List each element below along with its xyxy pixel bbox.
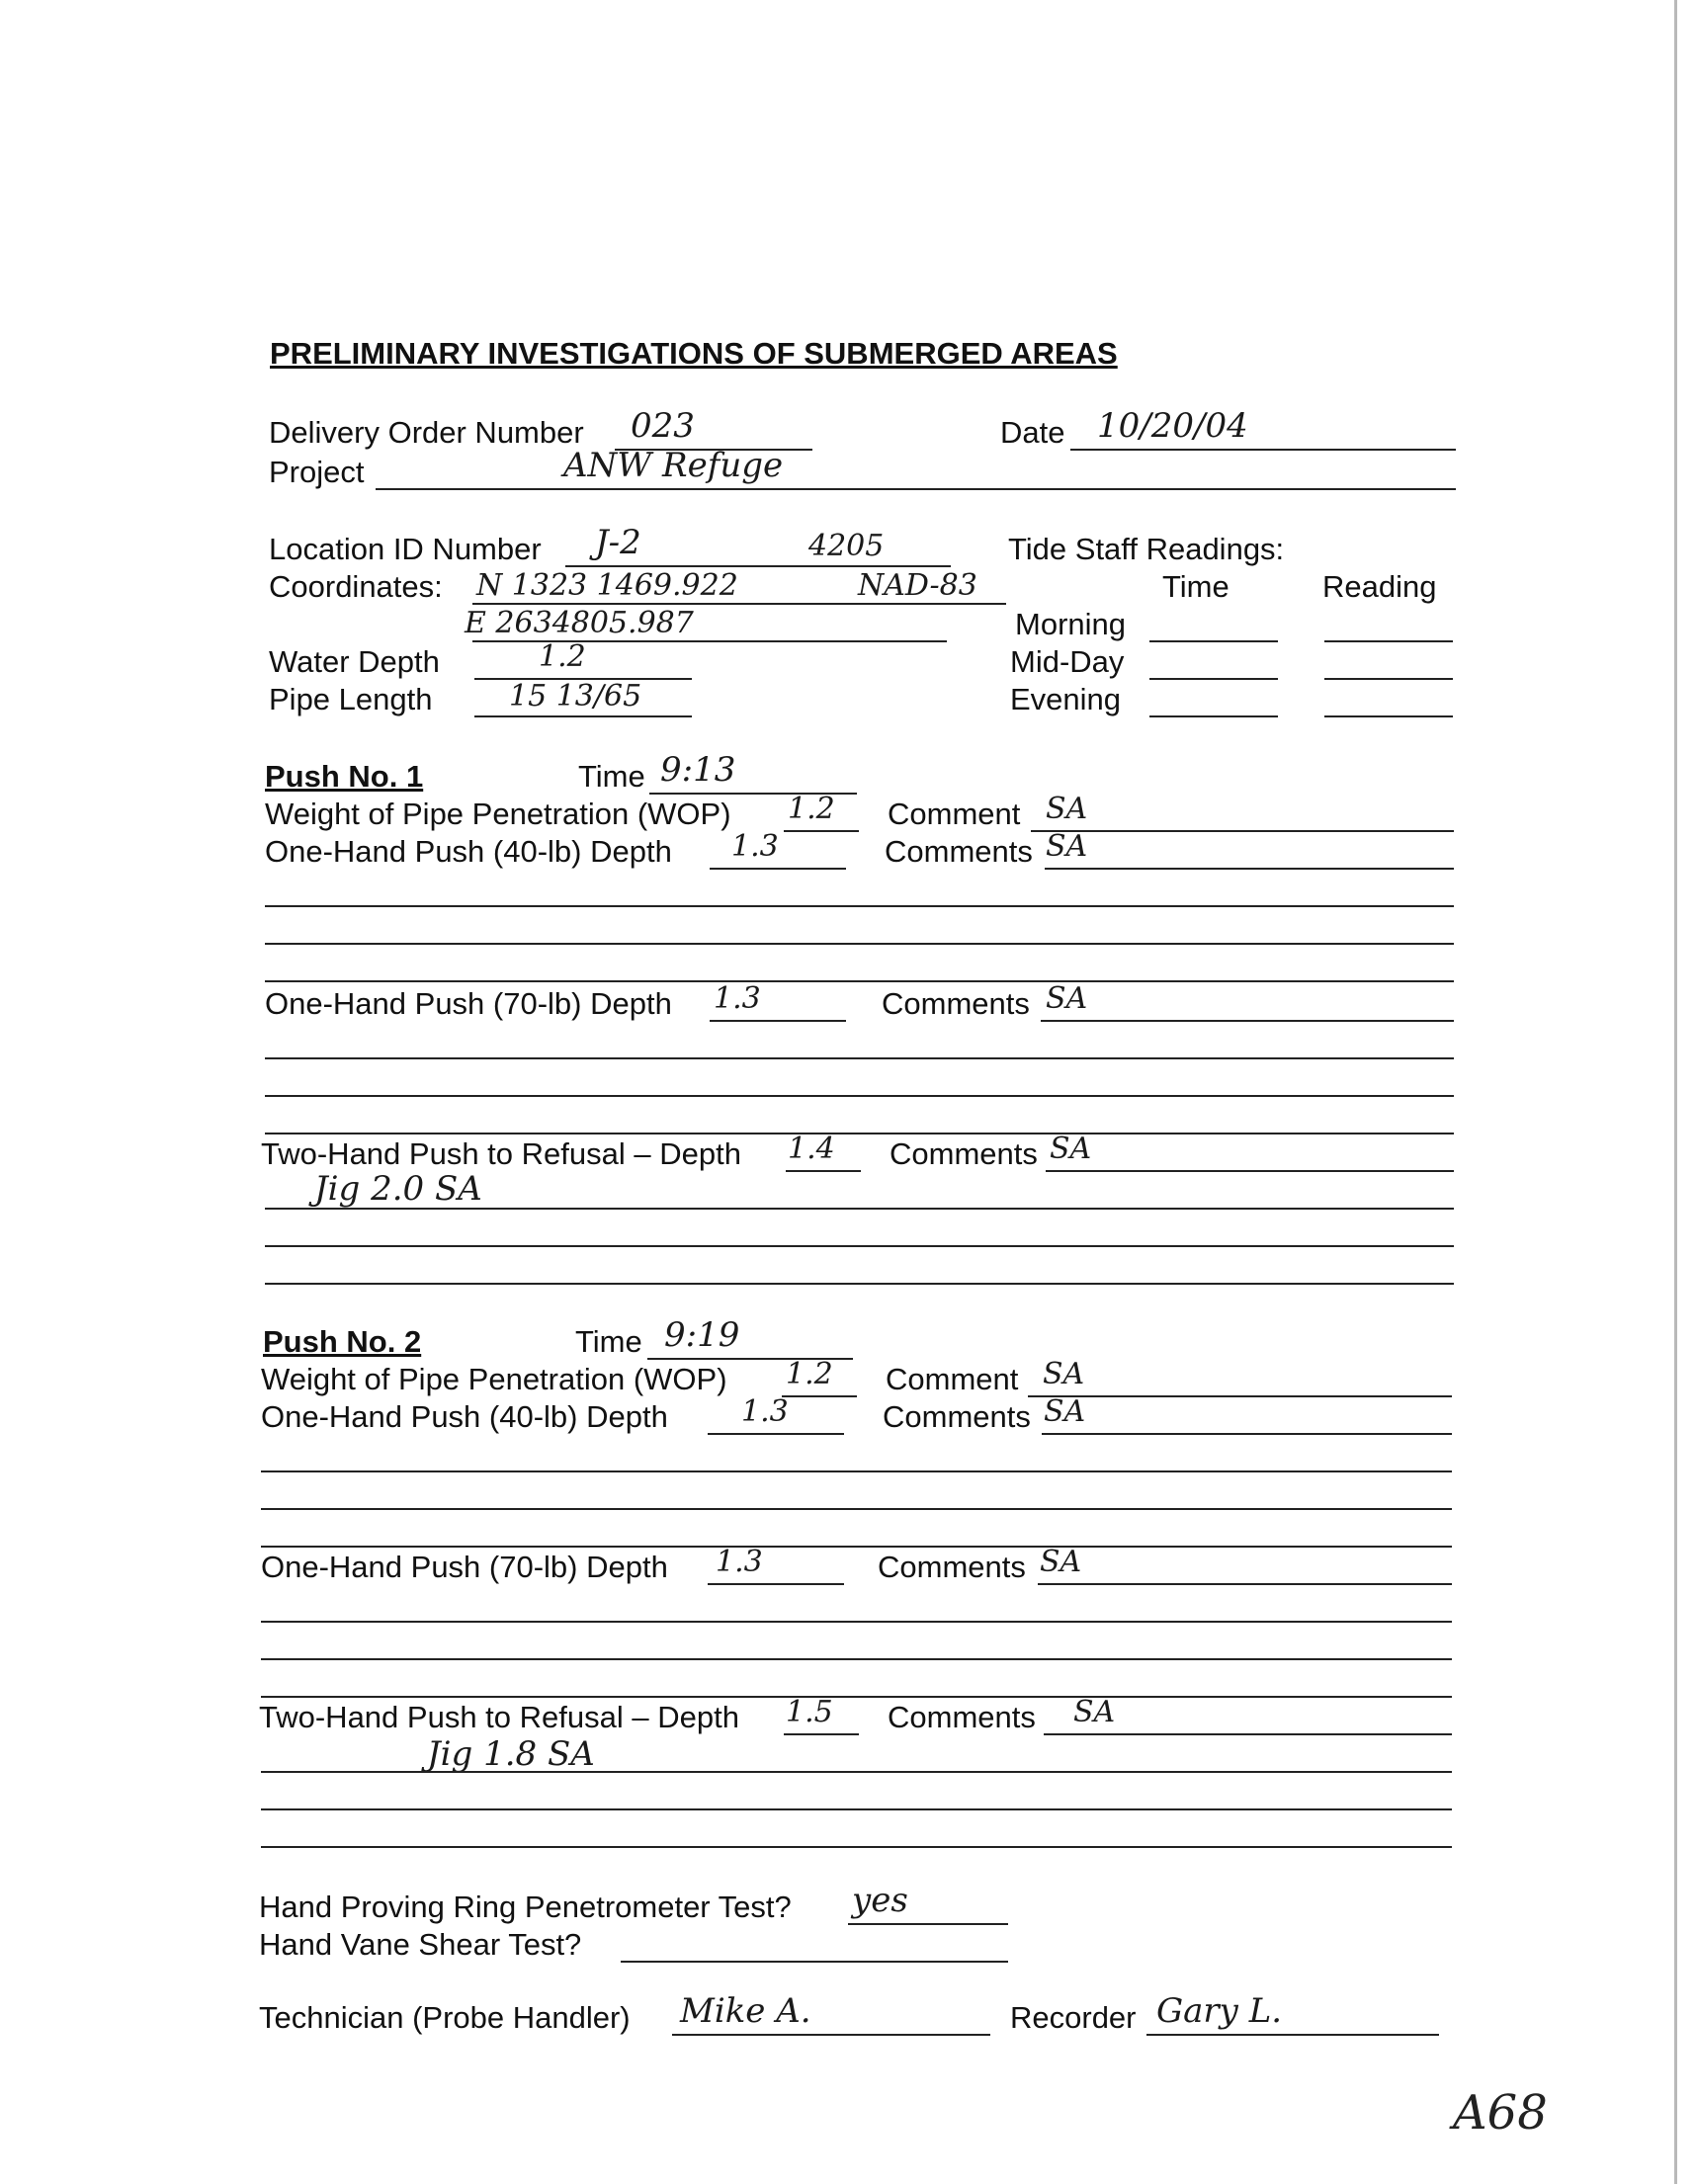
- midday-time-line: [1149, 678, 1278, 680]
- date-value: 10/20/04: [1097, 406, 1248, 446]
- push-1-70lb-line: [710, 1020, 846, 1022]
- push-1-70lb-comments-label: Comments: [882, 986, 1030, 1021]
- push-1-40lb-label: One-Hand Push (40-lb) Depth: [265, 834, 672, 869]
- push-1-two-hand-comments-label: Comments: [890, 1136, 1038, 1171]
- push-1-two-hand-extra-line-1: [265, 1208, 1454, 1210]
- push-1-40lb-extra-line-3: [265, 980, 1454, 982]
- page-id-mark: A68: [1453, 2085, 1548, 2141]
- push-2-70lb-value: 1.3: [716, 1545, 763, 1579]
- tide-time-header: Time: [1162, 569, 1229, 604]
- project-line: [376, 488, 1456, 490]
- push-1-40lb-comments-value: SA: [1046, 829, 1088, 864]
- scan-edge: [1674, 0, 1677, 2184]
- morning-reading-line: [1324, 640, 1453, 642]
- push-1-wop-comment-value: SA: [1046, 792, 1088, 826]
- push-1-70lb-value: 1.3: [714, 981, 761, 1016]
- pipe-length-line: [474, 715, 692, 717]
- push-1-two-hand-line: [786, 1170, 861, 1172]
- push-2-40lb-comments-value: SA: [1044, 1394, 1086, 1429]
- project-label: Project: [269, 455, 365, 489]
- coordinates-datum-value: NAD-83: [858, 568, 977, 603]
- recorder-line: [1146, 2034, 1439, 2036]
- water-depth-value: 1.2: [539, 639, 586, 674]
- push-1-40lb-extra-line-1: [265, 905, 1454, 907]
- form-title: PRELIMINARY INVESTIGATIONS OF SUBMERGED AREAS: [270, 336, 1118, 371]
- push-2-40lb-line: [708, 1433, 844, 1435]
- delivery-order-value: 023: [631, 406, 695, 446]
- push-2-40lb-extra-line-3: [261, 1546, 1452, 1548]
- push-1-two-hand-extra-line-2: [265, 1245, 1454, 1247]
- push-2-time-label: Time: [575, 1324, 642, 1359]
- push-1-wop-line: [784, 830, 859, 832]
- evening-reading-line: [1324, 715, 1453, 717]
- evening-time-line: [1149, 715, 1278, 717]
- coordinates-label: Coordinates:: [269, 569, 443, 604]
- push-1-70lb-comments-line: [1041, 1020, 1454, 1022]
- recorder-signature: Gary L.: [1156, 1991, 1283, 2031]
- tide-staff-label: Tide Staff Readings:: [1008, 532, 1285, 566]
- push-1-70lb-extra-line-1: [265, 1057, 1454, 1059]
- push-2-40lb-comments-label: Comments: [883, 1399, 1031, 1434]
- push-1-jig-note: Jig 2.0 SA: [314, 1169, 482, 1209]
- pipe-length-label: Pipe Length: [269, 682, 433, 716]
- push-2-70lb-comments-line: [1038, 1583, 1452, 1585]
- push-1-two-hand-value: 1.4: [788, 1132, 835, 1166]
- push-2-two-hand-extra-line-1: [261, 1771, 1452, 1773]
- proving-ring-value: yes: [852, 1881, 908, 1920]
- coordinates-east-value: E 2634805.987: [465, 606, 694, 640]
- push-2-wop-comment-value: SA: [1043, 1357, 1085, 1391]
- push-2-40lb-value: 1.3: [741, 1394, 789, 1429]
- push-1-two-hand-extra-line-3: [265, 1283, 1454, 1285]
- midday-label: Mid-Day: [1010, 644, 1125, 679]
- morning-time-line: [1149, 640, 1278, 642]
- push-2-two-hand-label: Two-Hand Push to Refusal – Depth: [259, 1700, 739, 1734]
- pipe-length-value: 15 13/65: [509, 679, 642, 714]
- proving-ring-line: [848, 1923, 1008, 1925]
- recorder-label: Recorder: [1010, 2000, 1137, 2035]
- push-2-70lb-extra-line-1: [261, 1621, 1452, 1623]
- push-2-two-hand-comments-line: [1044, 1733, 1452, 1735]
- push-2-wop-label: Weight of Pipe Penetration (WOP): [261, 1362, 727, 1396]
- push-2-two-hand-line: [784, 1733, 859, 1735]
- morning-label: Morning: [1015, 607, 1126, 641]
- push-2-wop-line: [782, 1395, 857, 1397]
- water-depth-label: Water Depth: [269, 644, 440, 679]
- push-2-two-hand-extra-line-3: [261, 1846, 1452, 1848]
- push-1-70lb-extra-line-3: [265, 1133, 1454, 1134]
- push-2-two-hand-comments-label: Comments: [888, 1700, 1036, 1734]
- delivery-order-label: Delivery Order Number: [269, 415, 584, 450]
- evening-label: Evening: [1010, 682, 1122, 716]
- push-1-70lb-comments-value: SA: [1046, 981, 1088, 1016]
- push-2-heading: Push No. 2: [263, 1324, 422, 1359]
- technician-line: [672, 2034, 990, 2036]
- push-1-40lb-comments-line: [1045, 868, 1454, 870]
- push-2-70lb-label: One-Hand Push (70-lb) Depth: [261, 1550, 668, 1584]
- push-2-70lb-comments-value: SA: [1040, 1545, 1082, 1579]
- push-1-70lb-extra-line-2: [265, 1095, 1454, 1097]
- push-1-two-hand-comments-line: [1046, 1170, 1454, 1172]
- push-2-two-hand-comments-value: SA: [1073, 1695, 1116, 1729]
- push-2-40lb-extra-line-1: [261, 1470, 1452, 1472]
- midday-reading-line: [1324, 678, 1453, 680]
- push-1-heading: Push No. 1: [265, 759, 424, 794]
- coordinates-north-value: N 1323 1469.922: [476, 568, 738, 603]
- technician-signature: Mike A.: [680, 1991, 811, 2031]
- vane-shear-line: [621, 1961, 1008, 1963]
- push-1-wop-value: 1.2: [788, 792, 835, 826]
- push-2-two-hand-value: 1.5: [786, 1695, 833, 1729]
- push-2-70lb-extra-line-2: [261, 1658, 1452, 1660]
- push-2-wop-comment-label: Comment: [886, 1362, 1019, 1396]
- date-label: Date: [1000, 415, 1065, 450]
- push-1-time-label: Time: [578, 759, 645, 794]
- technician-label: Technician (Probe Handler): [259, 2000, 631, 2035]
- push-2-jig-note: Jig 1.8 SA: [427, 1734, 595, 1774]
- tide-reading-header: Reading: [1322, 569, 1437, 604]
- proving-ring-label: Hand Proving Ring Penetrometer Test?: [259, 1890, 792, 1924]
- push-2-70lb-extra-line-3: [261, 1696, 1452, 1698]
- push-1-wop-comment-label: Comment: [888, 797, 1021, 831]
- push-2-40lb-comments-line: [1042, 1433, 1452, 1435]
- push-1-wop-label: Weight of Pipe Penetration (WOP): [265, 797, 731, 831]
- location-id-value-2: 4205: [808, 529, 885, 563]
- push-2-40lb-extra-line-2: [261, 1508, 1452, 1510]
- push-2-wop-comment-line: [1028, 1395, 1452, 1397]
- push-1-40lb-extra-line-2: [265, 943, 1454, 945]
- push-2-40lb-label: One-Hand Push (40-lb) Depth: [261, 1399, 668, 1434]
- push-2-time-value: 9:19: [664, 1315, 740, 1355]
- push-1-two-hand-comments-value: SA: [1050, 1132, 1092, 1166]
- push-1-wop-comment-line: [1031, 830, 1454, 832]
- push-1-time-value: 9:13: [660, 750, 736, 790]
- push-1-40lb-comments-label: Comments: [885, 834, 1033, 869]
- location-id-label: Location ID Number: [269, 532, 542, 566]
- location-id-value: J-2: [595, 523, 641, 562]
- push-2-two-hand-extra-line-2: [261, 1808, 1452, 1810]
- push-1-two-hand-label: Two-Hand Push to Refusal – Depth: [261, 1136, 741, 1171]
- date-line: [1070, 449, 1456, 451]
- push-1-40lb-line: [710, 868, 846, 870]
- push-1-70lb-label: One-Hand Push (70-lb) Depth: [265, 986, 672, 1021]
- push-1-40lb-value: 1.3: [731, 829, 779, 864]
- vane-shear-label: Hand Vane Shear Test?: [259, 1927, 582, 1962]
- push-2-70lb-line: [708, 1583, 844, 1585]
- push-2-wop-value: 1.2: [786, 1357, 833, 1391]
- push-2-70lb-comments-label: Comments: [878, 1550, 1026, 1584]
- project-value: ANW Refuge: [563, 446, 784, 485]
